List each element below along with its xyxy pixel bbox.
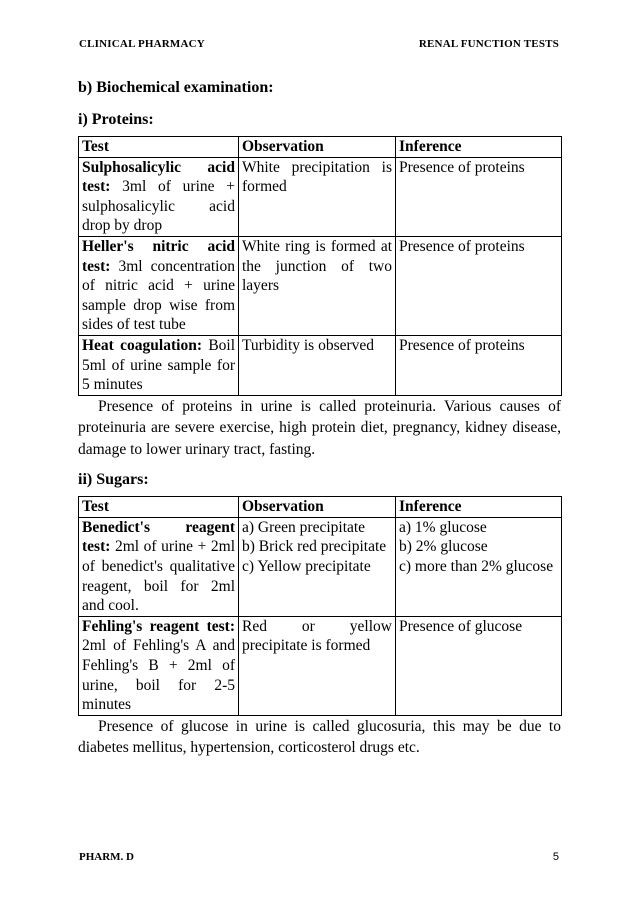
header-left: CLINICAL PHARMACY (79, 38, 205, 50)
page-number: 5 (552, 851, 559, 863)
test-name: Fehling's reagent test: (82, 617, 235, 635)
observation-cell (239, 616, 396, 715)
observation-line: b) Brick red precipitate (242, 538, 387, 556)
observation-line: a) Green precipitate (242, 518, 366, 536)
column-header-observation: Observation (239, 497, 396, 518)
proteins-paragraph: Presence of proteins in urine is called proteinuria. Various causes of proteinuria are severe exercise, high protein diet, pregnancy, kidney disease, damage to lower urinary tract, fasting. (78, 397, 561, 458)
test-description: 3ml of urine + sulphosalicylic acid drop by drop (82, 178, 235, 235)
column-header-test: Test (79, 137, 239, 158)
observation-cell (239, 517, 396, 616)
test-name: Heller's nitric acid test: (82, 237, 235, 275)
test-cell (79, 517, 239, 616)
test-description: 3ml concentration of nitric acid + urine sample drop wise from sides of test tube (82, 257, 235, 334)
section-title: b) Biochemical examination: (78, 79, 274, 96)
header-right: RENAL FUNCTION TESTS (418, 38, 559, 50)
observation-line: Red or yellow precipitate is formed (242, 617, 392, 655)
table-header-row (79, 497, 562, 518)
observation-cell: White precipitation is formed (239, 157, 396, 236)
test-description: 2ml of Fehling's A and Fehling's B + 2ml of urine, boil for 2-5 minutes (82, 637, 235, 714)
table-row (79, 517, 562, 616)
test-cell (79, 616, 239, 715)
proteins-table (78, 136, 562, 396)
sugars-table (78, 496, 562, 716)
table-header-row (79, 137, 562, 158)
footer-left: PHARM. D (79, 851, 134, 863)
test-cell (79, 236, 239, 335)
inference-cell (396, 616, 562, 715)
table-row (79, 616, 562, 715)
table-row (79, 157, 562, 236)
column-header-test: Test (79, 497, 239, 518)
inference-cell (396, 517, 562, 616)
column-header-inference: Inference (396, 137, 562, 158)
proteins-title: i) Proteins: (78, 111, 154, 128)
column-header-observation: Observation (239, 137, 396, 158)
observation-line: c) Yellow precipitate (242, 558, 371, 575)
sugars-paragraph: Presence of glucose in urine is called glucosuria, this may be due to diabetes mellitus, hypertension, corticosterol drugs etc. (78, 717, 561, 757)
test-name: Heat coagulation: (82, 336, 202, 354)
inference-cell: Presence of proteins (396, 236, 562, 335)
column-header-inference: Inference (396, 497, 562, 518)
page-content (78, 78, 561, 759)
observation-cell: Turbidity is observed (239, 335, 396, 395)
test-cell (79, 335, 239, 395)
inference-line: b) 2% glucose (399, 538, 488, 556)
test-description: Boil 5ml of urine sample for 5 minutes (82, 336, 236, 394)
inference-cell: Presence of proteins (396, 157, 562, 236)
sugars-title: ii) Sugars: (78, 471, 149, 489)
observation-cell: White ring is formed at the junction of two layers (239, 236, 396, 335)
inference-cell: Presence of proteins (396, 335, 562, 395)
test-name: Benedict's reagent test: (82, 518, 235, 556)
inference-line: c) more than 2% glucose (399, 558, 554, 575)
table-row (79, 236, 562, 335)
table-row (79, 335, 562, 395)
test-cell (79, 157, 239, 236)
test-description: 2ml of urine + 2ml of benedict's qualitative reagent, boil for 2ml and cool. (82, 538, 235, 615)
inference-line: Presence of glucose (399, 617, 523, 635)
test-name: Sulphosalicylic acid test: (82, 158, 235, 196)
inference-line: a) 1% glucose (399, 518, 487, 536)
